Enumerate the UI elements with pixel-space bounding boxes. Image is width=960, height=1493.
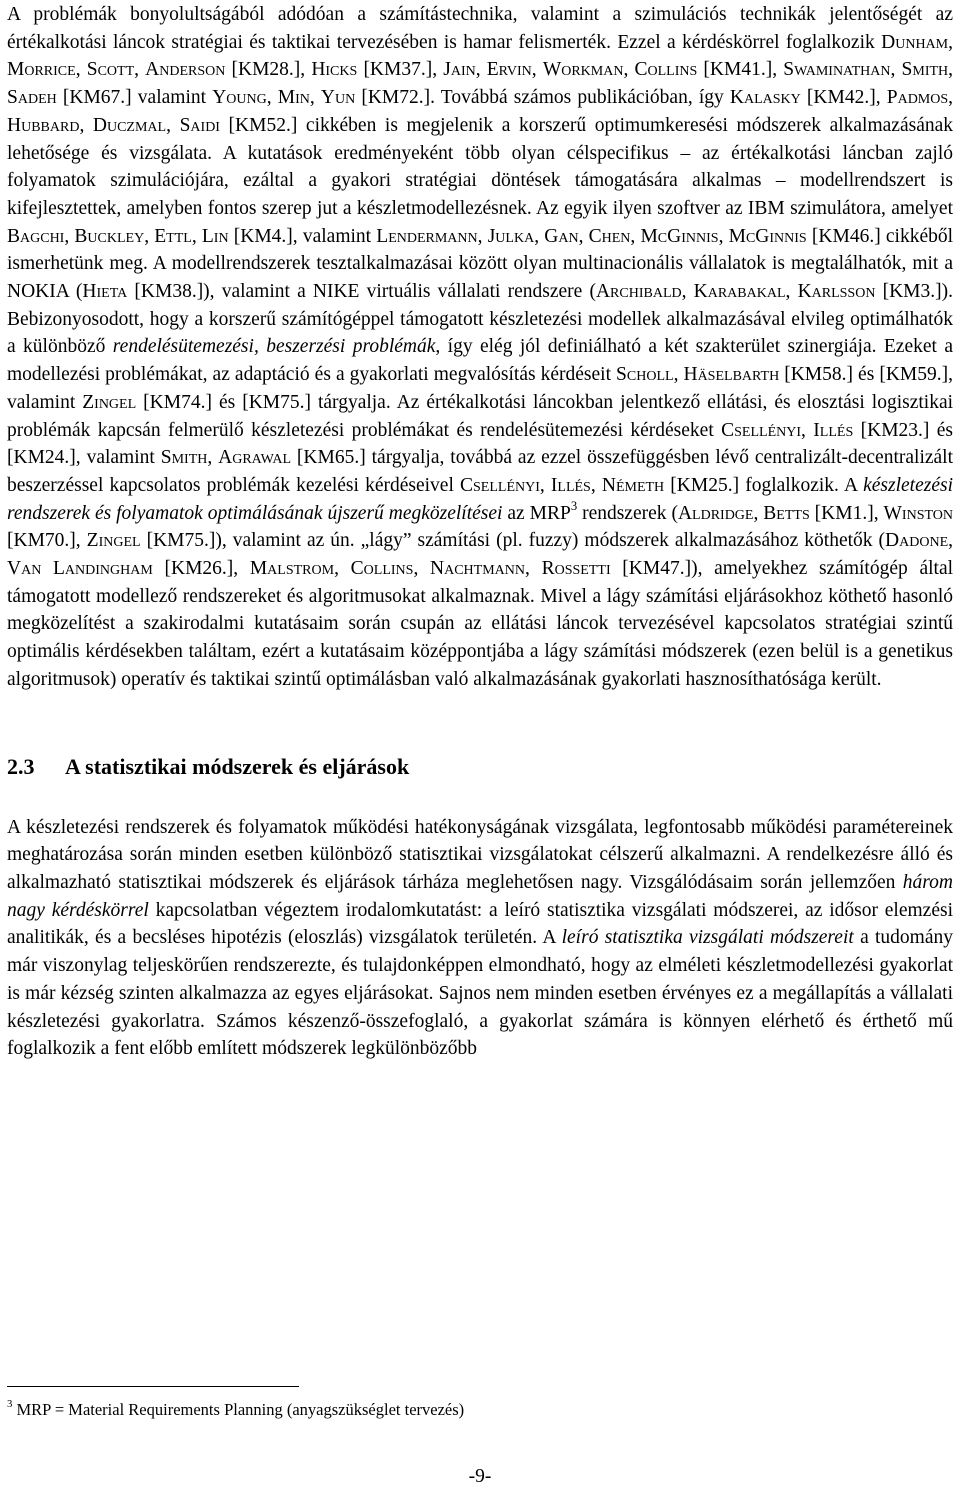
- text-run: ,: [413, 558, 431, 580]
- author-name: Young: [212, 87, 267, 109]
- document-page: [7, 0, 953, 1063]
- footnote-reference[interactable]: 3: [570, 498, 578, 513]
- author-name: Workman: [542, 59, 624, 81]
- author-name: Rossetti: [541, 558, 611, 580]
- text-run: ,: [785, 281, 798, 303]
- author-name: Morrice: [7, 59, 76, 81]
- author-name: Chen: [588, 225, 631, 247]
- footnote: [7, 1399, 464, 1421]
- text-run: [KM25.] foglalkozik. A: [664, 474, 864, 496]
- text-run: [KM3.]). Bebizonyosodott, hogy a korszerű számítógéppel támogatott készletezési modellek alkalmazásával elvileg optimálhatók a különböző: [7, 281, 954, 358]
- author-name: Van Landingham: [7, 558, 153, 580]
- text-run: ,: [623, 59, 635, 81]
- author-name: McGinnis: [640, 225, 719, 247]
- author-name: Karabakal: [693, 281, 786, 303]
- footnote-text: MRP = Material Requirements Planning (anyagszükséglet tervezés): [12, 1400, 465, 1419]
- text-run: ,: [578, 225, 589, 247]
- author-name: Ervin: [486, 59, 532, 81]
- text-run: [KM28.],: [225, 59, 312, 81]
- text-run: ,: [191, 225, 202, 247]
- author-name: Lin: [201, 225, 229, 247]
- text-run: ,: [890, 59, 902, 81]
- author-name: Agrawal: [218, 447, 292, 469]
- text-run: [KM52.] cikkében is megjelenik a korszerű optimumkeresési módszerek alkalmazásának lehetősége és vizsgálata. A kutatások eredményeként több olyan célspecifikus – az értékalkotási láncban zajló folyamatok szimulációjára, ezáltal a gyakori stratégiai döntések támogatására alkalmas – modellrendszert is kifejlesztettek, amelyben fontos szerep jut a készletmodellezésnek. Az egyik ilyen szoftver az IBM szimulátora, amelyet: [7, 114, 954, 219]
- text-run: ,: [948, 31, 953, 53]
- text-run: [KM37.],: [357, 59, 444, 81]
- text-run: ,: [134, 59, 146, 81]
- text-run: [KM65.] tárgyalja, továbbá az ezzel összefüggésben lévő centralizált-decentralizált beszerzéssel kapcsolatos problémák kezelési kérdéseivel: [7, 447, 954, 496]
- text-run: ,: [539, 474, 551, 496]
- text-run: ,: [673, 364, 684, 386]
- text-run: ,: [144, 225, 155, 247]
- text-run: A készletezési rendszerek és folyamatok működési hatékonyságának vizsgálata, legfontosabb működési paramétereinek meghatározása során minden esetben különböző statisztikai vizsgálatokat célszerű alkalmazni. A rendelkezésre álló és alkalmazható statisztikai módszerek és eljárások tárháza meglehetősen nagy. Vizsgálódásaim során jellemzően: [7, 816, 953, 893]
- author-name: Lendermann: [376, 225, 478, 247]
- author-name: Malstrom: [249, 558, 335, 580]
- emphasis-text: leíró statisztika vizsgálati módszereit: [561, 927, 854, 949]
- author-name: Smith: [160, 447, 208, 469]
- text-run: ,: [166, 114, 180, 136]
- author-name: Min: [277, 87, 310, 109]
- text-run: [KM46.] cikkéből ismerhetünk meg. A modellrendszerek tesztalkalmazásai között olyan multinacionális vállalatok is megtalálhatók, mit a NOKIA (: [7, 225, 954, 303]
- text-run: ,: [681, 281, 694, 303]
- text-run: ,: [75, 59, 87, 81]
- author-name: Zingel: [86, 530, 141, 552]
- author-name: Dunham: [881, 31, 949, 53]
- author-name: Häselbarth: [683, 364, 780, 386]
- author-name: Németh: [601, 474, 665, 496]
- author-name: Scott: [86, 59, 135, 81]
- text-run: ,: [630, 225, 641, 247]
- section-title: A statisztikai módszerek és eljárások: [65, 753, 410, 779]
- author-name: Julka: [487, 225, 535, 247]
- author-name: Archibald: [595, 281, 682, 303]
- author-name: Zingel: [82, 391, 137, 413]
- section-number: 2.3: [7, 753, 35, 779]
- author-name: Swaminathan: [783, 59, 891, 81]
- text-run: ,: [266, 87, 278, 109]
- emphasis-text: rendelésütemezési, beszerzési problémák: [112, 336, 436, 358]
- text-run: [KM67.] valamint: [56, 87, 213, 109]
- author-name: Aldridge: [677, 502, 754, 524]
- text-run: , így elég jól definiálható a két szakterület szinergiája. Ezeket a modellezési problémákat, az adaptáció és a gyakorlati megvalósítás kérdéseit: [7, 336, 953, 386]
- text-run: [KM74.] és [KM75.] tárgyalja. Az értékalkotási láncokban jelentkező ellátási, és elosztási logisztikai problémák kapcsán felmerülő készletezési problémákat és rendelésütemezési kérdéseket: [7, 391, 954, 441]
- text-run: az MRP: [502, 502, 571, 524]
- author-name: Karlsson: [797, 281, 876, 303]
- text-run: [KM72.]. Továbbá számos publikációban, így: [355, 87, 730, 109]
- text-run: [KM26.],: [152, 558, 250, 580]
- text-run: [KM1.],: [809, 502, 884, 524]
- author-name: Buckley: [74, 225, 145, 247]
- text-run: ,: [948, 87, 954, 109]
- text-run: [KM42.],: [800, 87, 887, 109]
- author-name: Ettl: [154, 225, 192, 247]
- text-run: kapcsolatban végeztem irodalomkutatást: a leíró statisztika vizsgálati módszerei, az idősor elemzési analitikák, és a becsléses hipotézis (eloszlás) vizsgálatok területén. A: [7, 899, 953, 949]
- author-name: Nachtmann: [430, 558, 526, 580]
- text-run: [KM75.]), valamint az ún. „lágy” számítási (pl. fuzzy) módszerek alkalmazásához köthetők (: [140, 530, 886, 552]
- author-name: Dadone: [885, 530, 949, 552]
- author-name: Collins: [350, 558, 414, 580]
- author-name: Padmos: [886, 87, 949, 109]
- author-name: McGinnis: [728, 225, 807, 247]
- text-run: ,: [334, 558, 351, 580]
- author-name: Csellényi: [721, 419, 802, 441]
- author-name: Illés: [813, 419, 854, 441]
- emphasis-text: három nagy kérdéskörrel: [7, 871, 953, 921]
- author-name: Csellényi: [460, 474, 540, 496]
- text-run: ,: [207, 447, 219, 469]
- text-run: ,: [531, 59, 543, 81]
- text-run: A problémák bonyolultságából adódóan a számítástechnika, valamint a szimulációs technikák jelentőségét az értékalkotási láncok stratégiai és taktikai tervezésében is hamar felismerték. Ezzel a kérdéskörrel foglalkozik: [7, 4, 953, 53]
- text-run: ,: [753, 502, 764, 524]
- body-paragraph-1: [7, 0, 953, 694]
- author-name: Hieta: [82, 281, 128, 303]
- author-name: Saidi: [179, 114, 220, 136]
- text-run: [KM58.] és [KM59.], valamint: [7, 364, 954, 413]
- text-run: ,: [948, 530, 953, 552]
- author-name: Scholl: [616, 364, 674, 386]
- text-run: ,: [309, 87, 321, 109]
- author-name: Duczmal: [92, 114, 167, 136]
- author-name: Gan: [544, 225, 579, 247]
- text-run: rendszerek (: [577, 502, 678, 524]
- text-run: ,: [79, 114, 93, 136]
- author-name: Jain: [443, 59, 476, 81]
- text-run: [KM38.]), valamint a NIKE virtuális vállalati rendszere (: [127, 281, 596, 303]
- text-run: ,: [590, 474, 602, 496]
- text-run: [KM70.],: [7, 530, 87, 552]
- footnote-divider: [7, 1386, 299, 1387]
- text-run: a tudomány már viszonylag teljeskörűen rendszerezte, és tulajdonképpen elmondható, hogy az elméleti készletmodellezési gyakorlat is már kézség szinten alkalmazza az egyes eljárásokat. Sajnos nem minden esetben érvényes ez a megállapítás a vállalati készletezési gyakorlatra. Számos készenző-összefoglaló, a gyakorlat számára is könnyen elérhető és érthető mű foglalkozik a fent előbb említett módszerek legkülönbözőbb: [7, 927, 953, 1060]
- text-run: ,: [718, 225, 729, 247]
- text-run: ,: [948, 59, 954, 81]
- author-name: Collins: [634, 59, 698, 81]
- author-name: Smith: [901, 59, 949, 81]
- text-run: ,: [475, 59, 487, 81]
- text-run: ,: [477, 225, 488, 247]
- section-heading: [7, 752, 953, 782]
- author-name: Bagchi: [7, 225, 65, 247]
- author-name: Hicks: [311, 59, 358, 81]
- text-run: [KM4.], valamint: [228, 225, 377, 247]
- author-name: Hubbard: [7, 114, 80, 136]
- author-name: Kalasky: [729, 87, 801, 109]
- text-run: ,: [64, 225, 75, 247]
- text-run: ,: [534, 225, 545, 247]
- author-name: Winston: [883, 502, 954, 524]
- author-name: Betts: [763, 502, 810, 524]
- footnote-mark: 3: [7, 1398, 13, 1411]
- text-run: [KM41.],: [697, 59, 784, 81]
- author-name: Yun: [320, 87, 356, 109]
- author-name: Sadeh: [7, 87, 57, 109]
- body-paragraph-2: [7, 814, 953, 1063]
- text-run: [KM47.]), amelyekhez számítógép által támogatott modellező rendszereket és algoritmusokat alkalmaznak. Mivel a lágy számítási eljárásokhoz köthető hasonló megközelítést a szakirodalmi kutatásaim során csupán az ellátási láncok tervezésével kapcsolatos stratégiai szintű optimális kérdésekben találtam, ezért a kutatásaim középpontjába a lágy számítási módszerek (ezen belül is a genetikus algoritmusok) operatív és taktikai szintű optimálásban való alkalmazásának gyakorlati hasznosíthatósága került.: [7, 558, 954, 690]
- text-run: ,: [801, 419, 814, 441]
- page-number: -9-: [468, 1466, 492, 1487]
- author-name: Anderson: [145, 59, 226, 81]
- text-run: [KM23.] és [KM24.], valamint: [7, 419, 954, 469]
- text-run: ,: [525, 558, 542, 580]
- emphasis-text: készletezési rendszerek és folyamatok optimálásának újszerű megközelítései: [7, 474, 953, 524]
- author-name: Illés: [550, 474, 591, 496]
